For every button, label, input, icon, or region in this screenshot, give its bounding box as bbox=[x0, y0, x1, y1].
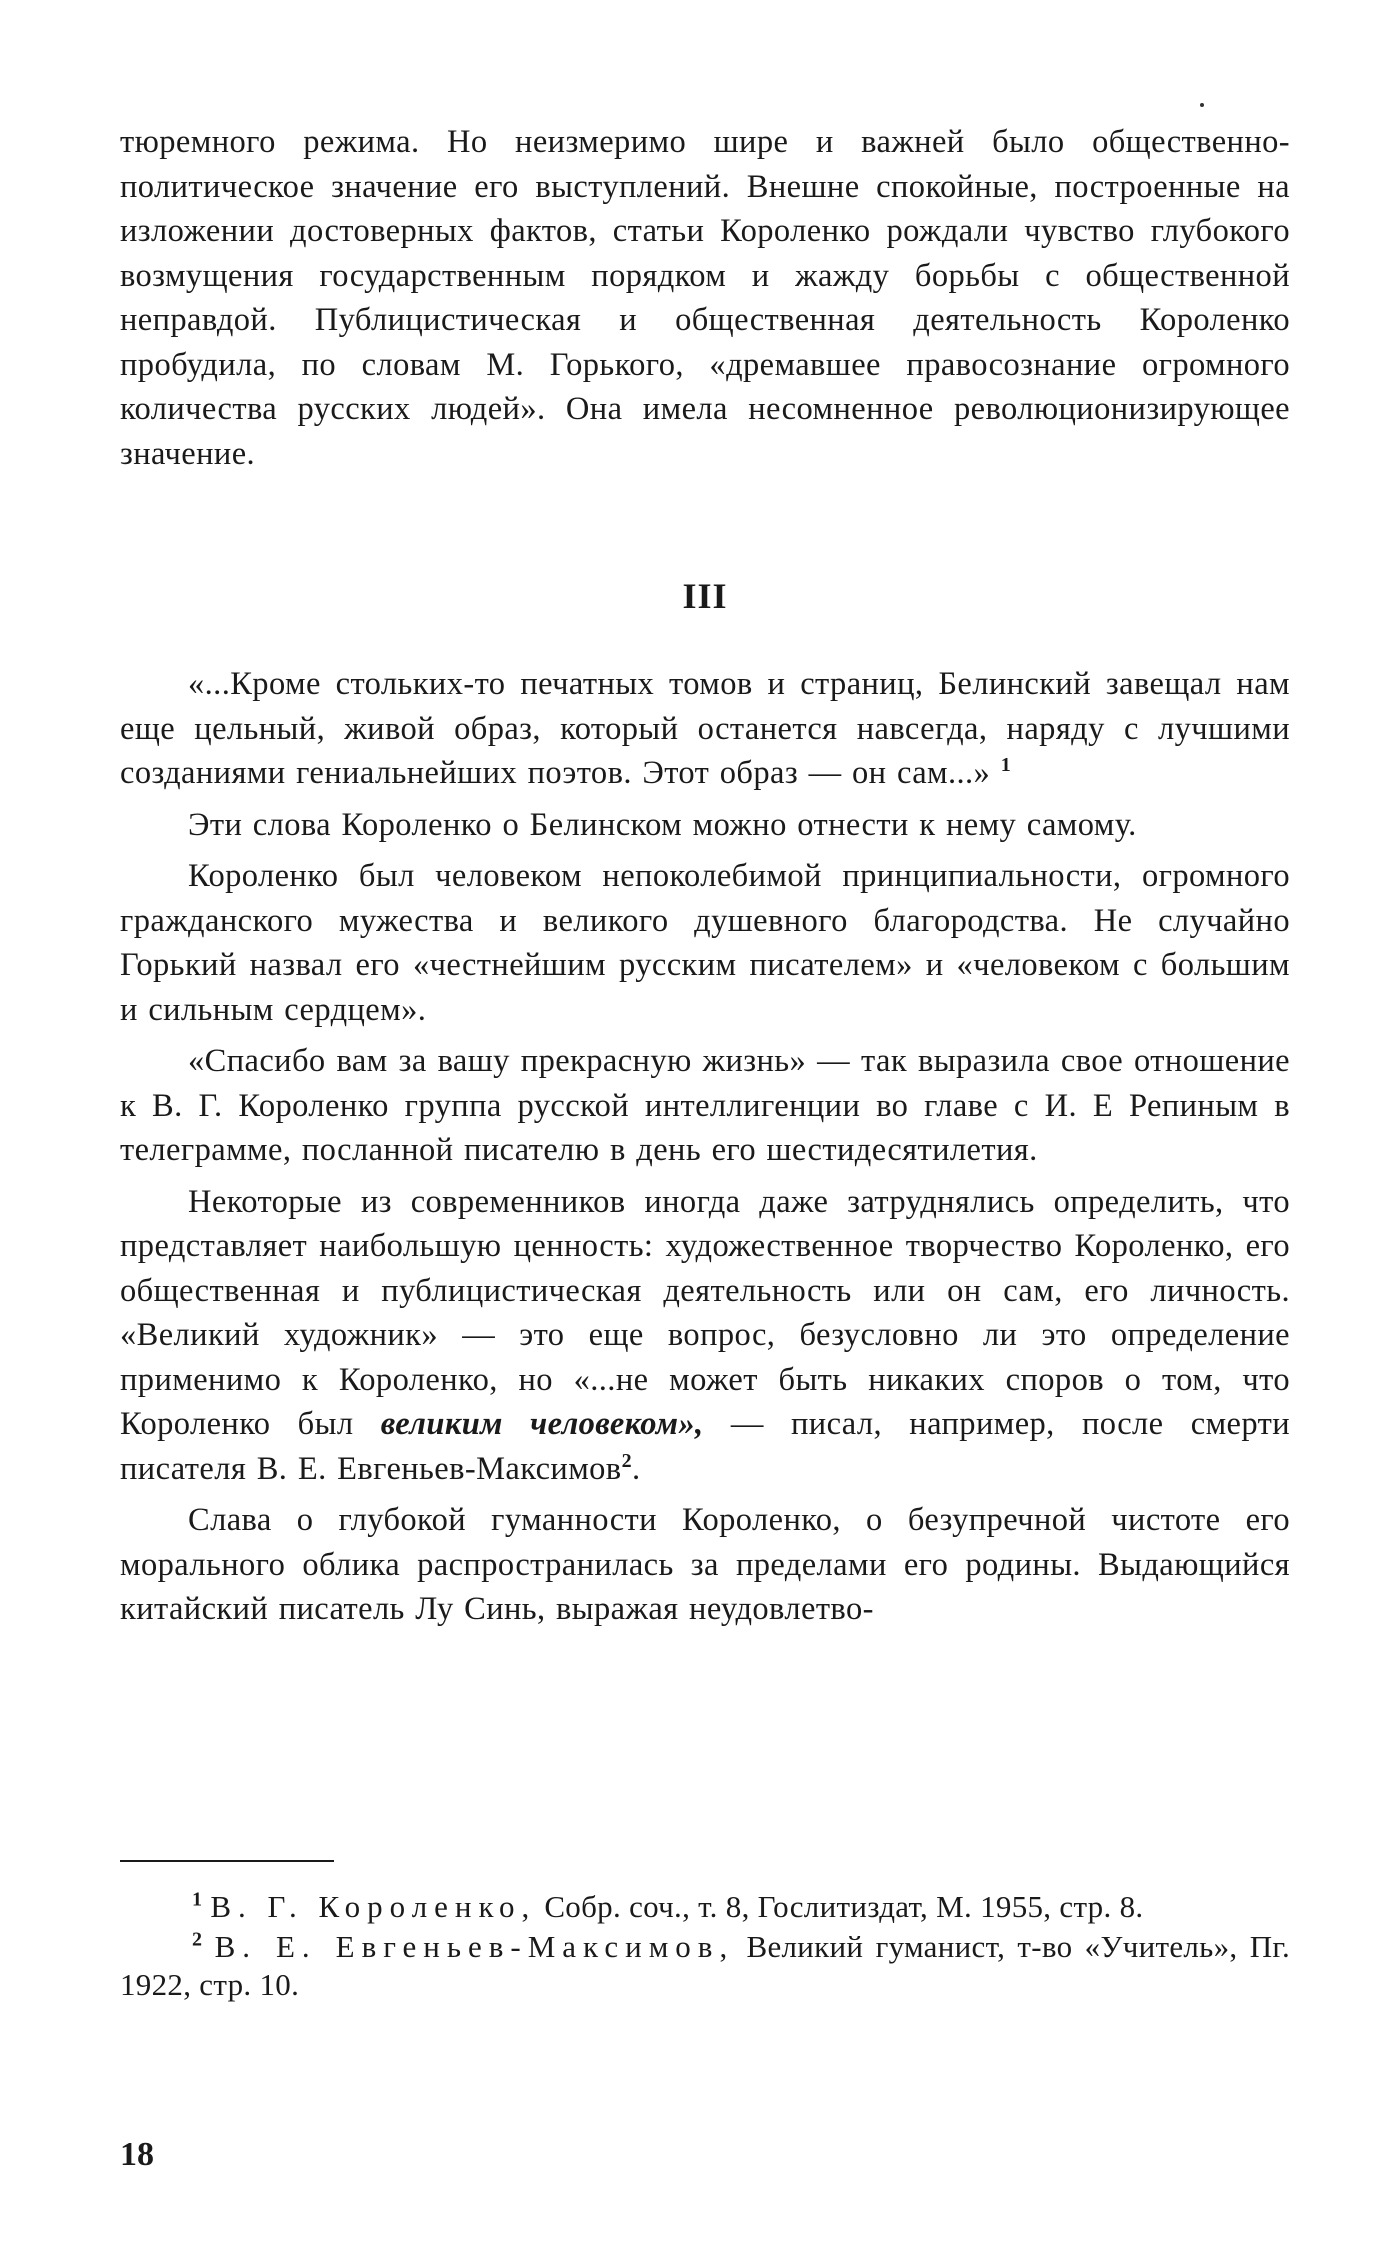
footnote-2-text: Великий гуманист, т-во «Учитель», Пг. 1922, стр. 10. bbox=[120, 1929, 1290, 2002]
footnote-2-author: В. Е. Евгеньев-Максимов, bbox=[214, 1929, 735, 1964]
paragraph-contemporaries-end: . bbox=[631, 1450, 641, 1487]
print-speck bbox=[1200, 103, 1204, 107]
paragraph-principles: Короленко был человеком непоколебимой принципиальности, огромного гражданского мужества и великого душевного благородства. Не случайно Горький назвал его «честнейшим русским писателем» и «человеком с большим и сильным сердцем». bbox=[120, 858, 1290, 1028]
paragraph-lu-xun: Слава о глубокой гуманности Короленко, о безупречной чистоте его морального облика распространилась за пределами его родины. Выдающийся китайский писатель Лу Синь, выражая неудовлетво- bbox=[120, 1502, 1290, 1627]
section-body bbox=[120, 662, 1290, 1632]
emphasis-great-man: великим человеком», bbox=[380, 1406, 704, 1442]
paragraph-continued: тюремного режима. Но неизмеримо шире и важней было общественно-политическое значение его выступлений. Внешне спокойные, построенные на изложении достоверных фактов, статьи Короленко рождали чувство глубокого возмущения государственным порядком и жажду борьбы с общественной неправдой. Публицистическая и общественная деятельность Короленко пробудила, по словам М. Горького, «дремавшее правосознание огромного количества русских людей». Она имела несомненное революционизирующее значение. bbox=[120, 124, 1290, 472]
footnote-ref-2: 2 bbox=[621, 1449, 632, 1472]
paragraph-belinsky: Эти слова Короленко о Белинском можно отнести к нему самому. bbox=[188, 806, 1137, 843]
page-number: 18 bbox=[120, 2136, 154, 2173]
footnote-mark-1: 1 bbox=[192, 1888, 203, 1911]
quote-text: «...Кроме стольких-то печатных томов и страниц, Белинский завещал нам еще цельный, живой образ, который останется навсегда, наряду с лучшими созданиями гениальнейших поэтов. Этот образ — он сам...» bbox=[120, 666, 1290, 791]
footnote-1-text: Собр. соч., т. 8, Гослитиздат, М. 1955, стр. 8. bbox=[536, 1889, 1144, 1924]
section-heading: III bbox=[682, 576, 728, 616]
footnotes bbox=[120, 1888, 1290, 2004]
footnote-1 bbox=[120, 1888, 1290, 1926]
footnote-divider bbox=[120, 1860, 334, 1862]
paragraph-telegram: «Спасибо вам за вашу прекрасную жизнь» — так выразила свое отношение к В. Г. Короленко группа русской интеллигенции во главе с И. Е Репиным в телеграмме, посланной писателю в день его шестидесятилетия. bbox=[120, 1043, 1290, 1168]
paragraph-contemporaries-tail: — писал, например, после смерти писателя В. Е. Евгеньев-Максимов bbox=[120, 1406, 1290, 1487]
quote-paragraph bbox=[120, 662, 1290, 796]
footnote-mark-2: 2 bbox=[192, 1928, 203, 1951]
paragraph-contemporaries-text: Некоторые из современников иногда даже затруднялись определить, что представляет наибольшую ценность: художественное творчество Короленко, его общественная и публицистическая деятельность или он сам, его личность. «Великий художник» — это еще вопрос, безусловно ли это определение применимо к Короленко, но «...не может быть никаких споров о том, что Короленко был bbox=[120, 1183, 1290, 1442]
footnote-1-author: В. Г. Короленко, bbox=[210, 1889, 537, 1924]
footnote-ref-1: 1 bbox=[1000, 754, 1012, 777]
paragraph-contemporaries bbox=[120, 1180, 1290, 1492]
opening-block bbox=[120, 120, 1290, 476]
footnote-2 bbox=[120, 1928, 1290, 2004]
